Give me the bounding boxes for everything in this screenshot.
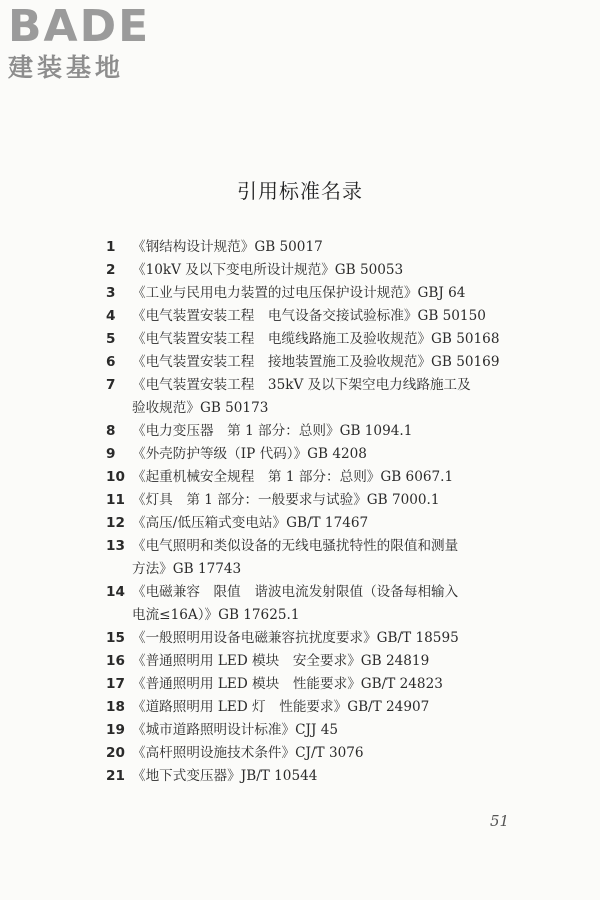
page-title: 引用标准名录 (237, 179, 363, 203)
reference-text (132, 696, 546, 719)
reference-line: 《城市道路照明设计标准》CJJ 45 (132, 722, 339, 738)
reference-item (106, 581, 546, 627)
reference-number: 10 (106, 469, 125, 485)
reference-text (132, 236, 546, 259)
reference-item (106, 466, 546, 489)
reference-item (106, 374, 546, 420)
reference-number: 6 (106, 354, 116, 370)
reference-number: 14 (106, 584, 125, 600)
reference-item (106, 673, 546, 696)
reference-item (106, 719, 546, 742)
reference-number: 17 (106, 676, 125, 692)
reference-text (132, 305, 546, 328)
reference-line: 《高杆照明设施技术条件》CJ/T 3076 (132, 745, 364, 761)
reference-item (106, 650, 546, 673)
reference-number: 9 (106, 446, 116, 462)
reference-number: 8 (106, 423, 116, 439)
reference-text (132, 765, 546, 788)
logo-mark: BADE (8, 1, 151, 52)
reference-text (132, 650, 546, 673)
reference-line: 《电力变压器 第 1 部分：总则》GB 1094.1 (132, 423, 413, 439)
reference-number: 3 (106, 285, 116, 301)
reference-line: 《一般照明用设备电磁兼容抗扰度要求》GB/T 18595 (132, 630, 459, 646)
reference-text (132, 535, 546, 581)
reference-line: 电流≤16A）》GB 17625.1 (132, 607, 300, 623)
reference-line: 方法》GB 17743 (132, 561, 242, 577)
reference-item (106, 765, 546, 788)
reference-item (106, 328, 546, 351)
reference-line: 《钢结构设计规范》GB 50017 (132, 239, 323, 255)
reference-text (132, 719, 546, 742)
reference-list (106, 236, 546, 788)
reference-number: 13 (106, 538, 125, 554)
reference-text (132, 466, 546, 489)
reference-number: 2 (106, 262, 116, 278)
reference-number: 15 (106, 630, 125, 646)
page-number: 51 (490, 812, 510, 830)
reference-text (132, 581, 546, 627)
reference-item (106, 535, 546, 581)
reference-item (106, 627, 546, 650)
reference-number: 4 (106, 308, 116, 324)
reference-line: 《10kV 及以下变电所设计规范》GB 50053 (132, 262, 404, 278)
reference-number: 20 (106, 745, 125, 761)
reference-number: 7 (106, 377, 116, 393)
reference-item (106, 489, 546, 512)
reference-text (132, 420, 546, 443)
reference-text (132, 374, 546, 420)
reference-text (132, 673, 546, 696)
reference-line: 验收规范》GB 50173 (132, 400, 269, 416)
reference-line: 《起重机械安全规程 第 1 部分：总则》GB 6067.1 (132, 469, 454, 485)
reference-item (106, 696, 546, 719)
reference-item (106, 236, 546, 259)
reference-text (132, 328, 546, 351)
reference-line: 《外壳防护等级（IP 代码）》GB 4208 (132, 446, 367, 462)
reference-text (132, 282, 546, 305)
reference-number: 12 (106, 515, 125, 531)
reference-item (106, 512, 546, 535)
reference-text (132, 259, 546, 282)
reference-number: 1 (106, 239, 116, 255)
reference-number: 16 (106, 653, 125, 669)
reference-line: 《工业与民用电力装置的过电压保护设计规范》GBJ 64 (132, 285, 466, 301)
reference-text (132, 512, 546, 535)
reference-line: 《普通照明用 LED 模块 性能要求》GB/T 24823 (132, 676, 443, 692)
reference-item (106, 351, 546, 374)
reference-line: 《电气装置安装工程 35kV 及以下架空电力线路施工及 (132, 377, 471, 393)
reference-number: 18 (106, 699, 125, 715)
reference-line: 《电气装置安装工程 电缆线路施工及验收规范》GB 50168 (132, 331, 500, 347)
logo (8, 1, 178, 82)
reference-item (106, 742, 546, 765)
reference-line: 《电气装置安装工程 接地装置施工及验收规范》GB 50169 (132, 354, 500, 370)
reference-line: 《道路照明用 LED 灯 性能要求》GB/T 24907 (132, 699, 430, 715)
reference-line: 《灯具 第 1 部分：一般要求与试验》GB 7000.1 (132, 492, 440, 508)
reference-text (132, 443, 546, 466)
reference-item (106, 305, 546, 328)
reference-text (132, 627, 546, 650)
reference-text (132, 742, 546, 765)
reference-line: 《电磁兼容 限值 谐波电流发射限值（设备每相输入 (132, 584, 459, 600)
reference-text (132, 351, 546, 374)
reference-line: 《普通照明用 LED 模块 安全要求》GB 24819 (132, 653, 430, 669)
reference-line: 《电气照明和类似设备的无线电骚扰特性的限值和测量 (132, 538, 459, 554)
reference-line: 《地下式变压器》JB/T 10544 (132, 768, 318, 784)
reference-line: 《电气装置安装工程 电气设备交接试验标准》GB 50150 (132, 308, 486, 324)
reference-item (106, 420, 546, 443)
reference-item (106, 259, 546, 282)
reference-number: 5 (106, 331, 116, 347)
reference-number: 19 (106, 722, 125, 738)
logo-subtitle: 建装基地 (8, 53, 125, 82)
reference-number: 21 (106, 768, 125, 784)
reference-item (106, 282, 546, 305)
reference-item (106, 443, 546, 466)
reference-text (132, 489, 546, 512)
reference-line: 《高压/低压箱式变电站》GB/T 17467 (132, 515, 369, 531)
reference-number: 11 (106, 492, 125, 508)
